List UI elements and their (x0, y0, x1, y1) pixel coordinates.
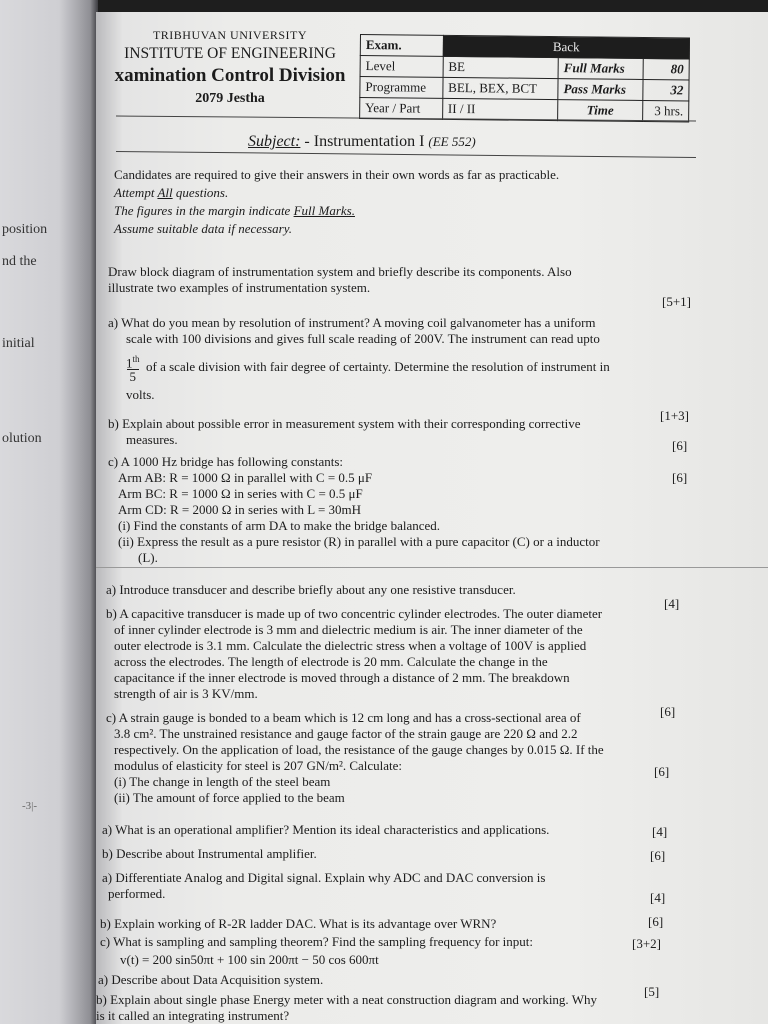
subject-code: (EE 552) (428, 134, 476, 149)
facing-page-text: -3|- (22, 800, 38, 812)
university-name: TRIBHUVAN UNIVERSITY (152, 28, 308, 42)
question-5a: a) Differentiate Analog and Digital signal. Explain why ADC and DAC conversion is performed. (102, 870, 546, 901)
full-marks-label: Full Marks (558, 58, 643, 80)
facing-page-text: olution (2, 431, 42, 446)
marks-q6a: [5] (644, 984, 660, 999)
programme-label: Programme (360, 77, 443, 99)
full-marks-value: 80 (643, 58, 689, 79)
facing-page-text: initial (2, 336, 35, 351)
subject-line (248, 133, 476, 151)
exam-paper (96, 12, 768, 1024)
marks-q5b: [6] (648, 914, 664, 929)
exam-session: 2079 Jestha (195, 91, 265, 106)
time-label: Time (558, 100, 643, 122)
facing-page-text: position (2, 222, 48, 237)
marks-q4b: [6] (650, 848, 666, 863)
level-value: BE (443, 56, 559, 78)
marks-q5a: [4] (650, 890, 666, 905)
division-name: xamination Control Division (114, 65, 346, 86)
marks-q4a: [4] (652, 824, 668, 839)
exam-type: Back (443, 35, 689, 59)
question-4b: b) Describe about Instrumental amplifier. (102, 846, 317, 861)
page-fold (96, 567, 768, 568)
marks-q1: [5+1] (662, 294, 691, 309)
exam-header (96, 28, 364, 107)
programme-value: BEL, BEX, BCT (443, 77, 559, 99)
question-5b: b) Explain working of R-2R ladder DAC. What is its advantage over WRN? (100, 916, 497, 931)
marks-q3b: [6] (660, 704, 676, 719)
marks-q2c: [6] (672, 470, 688, 485)
subject-label: Subject: (248, 133, 301, 150)
question-3a: a) Introduce transducer and describe briefly about any one resistive transducer. (106, 582, 516, 597)
instruction-line: The figures in the margin indicate Full Marks. (114, 203, 355, 218)
question-3b: b) A capacitive transducer is made up of two concentric cylinder electrodes. The outer diameter of inner cylinder electrode is 3 mm and dielectric medium is air. The inner diameter of the outer electrode is 3.1 mm. Calculate the dielectric stress when a voltage of 100V is applied across the electrodes. The length of electrode is 20 mm. Calculate the change in the capacitance if the inner electrode is moved through a distance of 2 mm. The breakdown strength of air is 3 KV/mm. (106, 606, 603, 701)
exam-label: Exam. (360, 35, 443, 57)
question-2c: c) A 1000 Hz bridge has following constants: Arm AB: R = 1000 Ω in parallel with C = 0.5 μF Arm BC: R = 1000 Ω in series with C = 0.5 μF Arm CD: R = 2000 Ω in series with L = 30mH (i) Find the constants of arm DA to make the bridge balanced. (ii) Express the result as a pure resistor (R) in parallel with a pure capacitor (C) or a inductor (L). (108, 454, 600, 565)
instruction-line: Assume suitable data if necessary. (114, 221, 293, 236)
marks-q3c: [6] (654, 764, 670, 779)
year-part-value: II / II (442, 98, 558, 120)
divider (116, 151, 696, 158)
question-6a: a) Describe about Data Acquisition system. (98, 972, 324, 987)
question-2a: a) What do you mean by resolution of instrument? A moving coil galvanometer has a uniform scale with 100 divisions and gives full scale reading of 200V. The instrument can read upto 1th 5 of a scale division with fair degree of certainty. Determine the resolution of instrument in volts. (108, 315, 610, 403)
question-6b: b) Explain about single phase Energy meter with a neat construction diagram and working. Why is it called an integrating instrument? (96, 992, 597, 1023)
year-part-label: Year / Part (360, 98, 443, 120)
facing-page-text: nd the (2, 254, 37, 269)
pass-marks-label: Pass Marks (558, 79, 643, 101)
question-2b: b) Explain about possible error in measurement system with their corresponding corrective measures. (108, 416, 581, 447)
question-4a: a) What is an operational amplifier? Mention its ideal characteristics and applications. (102, 822, 550, 837)
fraction: 1th 5 (126, 354, 140, 385)
marks-q5c: [3+2] (632, 936, 661, 951)
time-value: 3 hrs. (643, 100, 689, 121)
question-3c: c) A strain gauge is bonded to a beam which is 12 cm long and has a cross-sectional area of 3.8 cm². The unstrained resistance and gauge factor of the strain gauge are 220 Ω and 2.2 respectively. On the application of load, the resistance of the gauge changes by 0.015 Ω. If the modulus of elasticity for steel is 207 GN/m². Calculate: (i) The change in length of the steel beam (ii) The amount of force applied to the beam (106, 710, 604, 805)
marks-q2b: [6] (672, 438, 688, 453)
subject-name: - Instrumentation I (304, 133, 425, 150)
exam-info-table (359, 34, 690, 122)
question-5c: c) What is sampling and sampling theorem? Find the sampling frequency for input: v(t) = 200 sin50πt + 100 sin 200πt − 50 cos 600πt (100, 934, 533, 967)
instruction-line: Attempt All questions. (114, 185, 229, 200)
institute-name: INSTITUTE OF ENGINEERING (124, 45, 336, 62)
pass-marks-value: 32 (643, 79, 689, 100)
marks-q2a: [1+3] (660, 408, 689, 423)
level-label: Level (360, 56, 443, 78)
marks-q3a: [4] (664, 596, 680, 611)
scan-top-edge (0, 0, 768, 12)
facing-page (0, 0, 98, 1024)
question-1: Draw block diagram of instrumentation system and briefly describe its components. Also illustrate two examples of instrumentation system. (108, 264, 572, 295)
instruction-line: Candidates are required to give their answers in their own words as far as practicable. (114, 167, 560, 182)
instructions (114, 166, 559, 238)
